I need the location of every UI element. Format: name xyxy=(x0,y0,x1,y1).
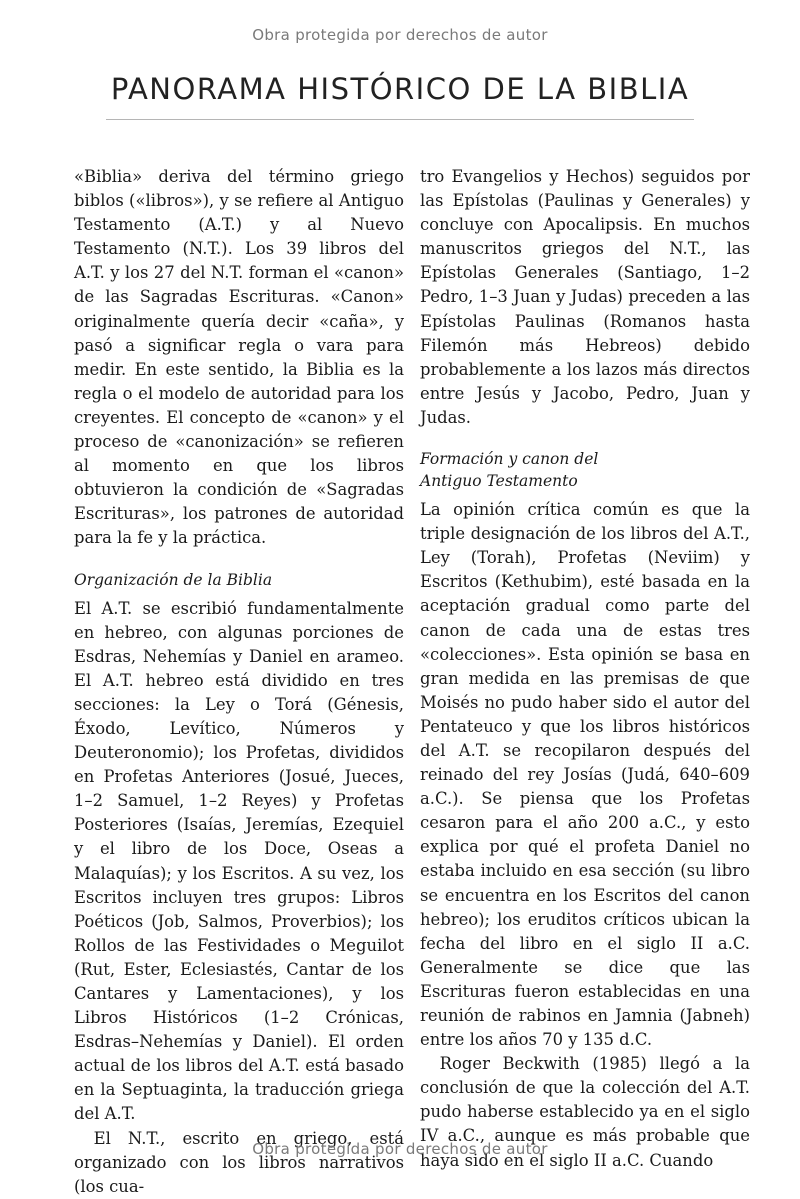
heading-line-2: Antiguo Testamento xyxy=(420,472,578,491)
left-paragraph-2: El A.T. se escribió fundamentalmente en hebreo, con algunas porciones de Esdras, Nehemías y Daniel en arameo. El A.T. hebreo está dividido en tres secciones: la Ley o Torá (Génesis, Éxodo, Levítico, Números y Deuteronomio); los Profetas, divididos en Profetas Anteriores (Josué, Jueces, 1–2 Samuel, 1–2 Reyes) y Profetas Posteriores (Isaías, Jeremías, Ezequiel y el libro de los Doce, Oseas a Malaquías); y los Escritos. A su vez, los Escritos incluyen tres grupos: Libros Poéticos (Job, Salmos, Proverbios); los Rollos de las Festividades o Meguilot (Rut, Ester, Eclesiastés, Cantar de los Cantares y Lamentaciones), y los Libros Históricos (1–2 Crónicas, Esdras–Nehemías y Daniel). El orden actual de los libros del A.T. está basado en la Septuaginta, la traducción griega del A.T. xyxy=(74,598,404,1124)
title-rule xyxy=(106,119,694,120)
left-paragraph-1: «Biblia» deriva del término griego biblos («libros»), y se refiere al Antiguo Testamento (A.T.) y al Nuevo Testamento (N.T.). Los 39 libros del A.T. y los 27 del N.T. forman el «canon» de las Sagradas Escrituras. «Canon» originalmente quería decir «caña», y pasó a significar regla o vara para medir. En este sentido, la Biblia es la regla o el modelo de autoridad para los creyentes. El concepto de «canon» y el proceso de «canonización» se refieren al momento en que los libros obtuvieron la condición de «Sagradas Escrituras», los patrones de autoridad para la fe y la práctica. xyxy=(74,167,404,548)
right-paragraph-1: tro Evangelios y Hechos) seguidos por las Epístolas (Paulinas y Generales) y concluye con Apocalipsis. En muchos manuscritos griegos del N.T., las Epístolas Generales (Santiago, 1–2 Pedro, 1–3 Juan y Judas) preceden a las Epístolas Paulinas (Romanos hasta Filemón más Hebreos) debido probablemente a los lazos más directos entre Jesús y Jacobo, Pedro, Juan y Judas. xyxy=(420,167,750,427)
page-title: PANORAMA HISTÓRICO DE LA BIBLIA xyxy=(110,72,690,106)
watermark-top: Obra protegida por derechos de autor xyxy=(252,26,548,44)
left-column xyxy=(74,165,404,1199)
right-paragraph-3: Roger Beckwith (1985) llegó a la conclusión de que la colección del A.T. pudo haberse establecido ya en el siglo IV a.C., aunque es más probable que haya sido en el siglo II a.C. Cuando xyxy=(420,1054,750,1170)
right-column xyxy=(420,165,750,1173)
section-heading-organizacion: Organización de la Biblia xyxy=(74,570,273,589)
watermark-bottom: Obra protegida por derechos de autor xyxy=(252,1140,548,1158)
right-paragraph-2: La opinión crítica común es que la triple designación de los libros del A.T., Ley (Torah), Profetas (Neviim) y Escritos (Kethubim), esté basada en la aceptación gradual como parte del canon de cada una de estas tres «colecciones». Esta opinión se basa en gran medida en las premisas de que Moisés no pudo haber sido el autor del Pentateuco y que los libros históricos del A.T. se recopilaron después del reinado del rey Josías (Judá, 640–609 a.C.). Se piensa que los Profetas cesaron para el año 200 a.C., y esto explica por qué el profeta Daniel no estaba incluido en esa sección (su libro se encuentra en los Escritos del canon hebreo); los eruditos críticos ubican la fecha del libro en el siglo II a.C. Generalmente se dice que las Escrituras fueron establecidas en una reunión de rabinos en Jamnia (Jabneh) entre los años 70 y 135 d.C. xyxy=(420,500,750,1050)
heading-line-1: Formación y canon del xyxy=(420,450,599,469)
left-paragraph-3: El N.T., escrito en griego, está organizado con los libros narrativos (los cua- xyxy=(74,1128,404,1196)
section-heading-formacion xyxy=(420,448,750,492)
